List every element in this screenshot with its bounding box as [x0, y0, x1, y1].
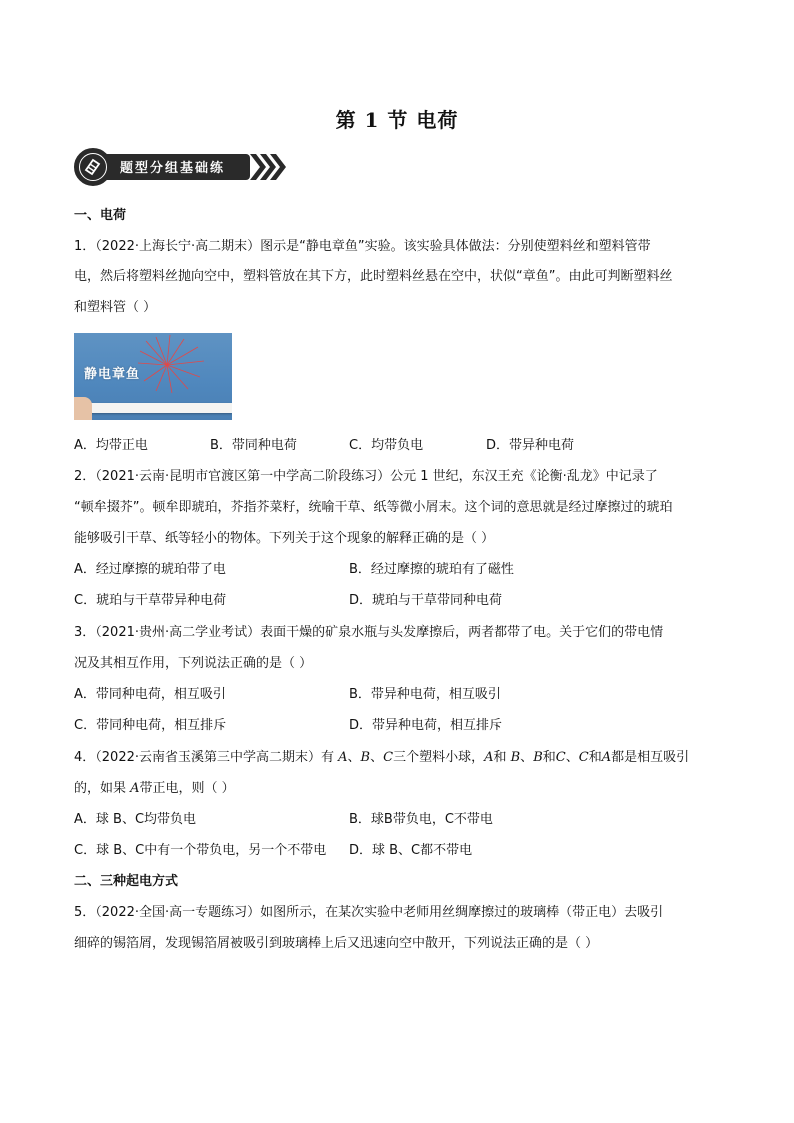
option-d[interactable]: D．带异种电荷，相互排斥: [349, 718, 503, 733]
option-c[interactable]: C．琥珀与干草带异种电荷: [74, 593, 227, 608]
option-b[interactable]: B．带异种电荷，相互吸引: [349, 687, 501, 702]
section-banner: [74, 148, 286, 186]
option-d[interactable]: D．球 B、C都不带电: [349, 843, 473, 858]
option-b[interactable]: B．带同种电荷: [210, 438, 297, 453]
question-2-line: 2．（2021·云南·昆明市官渡区第一中学高二阶段练习）公元 1 世纪，东汉王充《论衡·乱龙》中记录了: [74, 469, 658, 484]
option-a[interactable]: A．带同种电荷，相互吸引: [74, 687, 226, 702]
banner-badge: [74, 148, 112, 186]
question-4-stem: 都是相互吸引: [611, 750, 690, 765]
question-2-line: “顿牟掇芥”。顿牟即琥珀，芥指芥菜籽，统喻干草、纸等微小屑末。这个词的意思就是经过摩擦过的琥珀: [74, 500, 673, 515]
banner-label: 题型分组基础练: [120, 161, 226, 176]
question-4-stem: 4．（2022·云南省玉溪第三中学高二期末）有: [74, 750, 339, 765]
question-3-line: 况及其相互作用，下列说法正确的是（ ）: [74, 656, 313, 671]
option-b[interactable]: B．经过摩擦的琥珀有了磁性: [349, 562, 514, 577]
option-b[interactable]: B．球B带负电，C不带电: [349, 812, 493, 827]
option-c[interactable]: C．球 B、C中有一个带负电，另一个不带电: [74, 843, 327, 858]
experiment-photo: [74, 333, 232, 420]
photo-caption: 静电章鱼: [84, 367, 141, 382]
question-4-stem: 带正电，则（ ）: [139, 781, 235, 796]
page-title: 第 1 节 电荷: [335, 108, 459, 132]
section-heading: 二、三种起电方式: [74, 874, 179, 889]
question-4-line: 的，如果 A带正电，则（ ）: [74, 781, 235, 796]
option-d[interactable]: D．琥珀与干草带同种电荷: [349, 593, 503, 608]
question-1-line: 1．（2022·上海长宁·高二期末）图示是“静电章鱼”实验。该实验具体做法：分别使塑料丝和塑料管带: [74, 239, 651, 254]
question-1-line: 和塑料管（ ）: [74, 300, 157, 315]
question-3-line: 3．（2021·贵州·高二学业考试）表面干燥的矿泉水瓶与头发摩擦后，两者都带了电。关于它们的带电情: [74, 625, 664, 640]
section-heading: 一、电荷: [74, 208, 127, 223]
option-a[interactable]: A．均带正电: [74, 438, 148, 453]
question-5-line: 5．（2022·全国·高一专题练习）如图所示，在某次实验中老师用丝绸摩擦过的玻璃棒（带正电）去吸引: [74, 905, 664, 920]
option-d[interactable]: D．带异种电荷: [486, 438, 575, 453]
hand: [74, 397, 92, 420]
banner-badge-ring: [79, 153, 107, 181]
option-a[interactable]: A．经过摩擦的琥珀带了电: [74, 562, 226, 577]
plastic-tube: [74, 403, 232, 413]
question-4-line: 4．（2022·云南省玉溪第三中学高二期末）有 A、B、C三个塑料小球，A和 B、B和C、C和A都是相互吸引: [74, 750, 690, 765]
notebook-icon: [80, 154, 105, 179]
question-4-stem: 的，如果: [74, 781, 131, 796]
option-c[interactable]: C．带同种电荷，相互排斥: [74, 718, 227, 733]
question-5-line: 细碎的锡箔屑，发现锡箔屑被吸引到玻璃棒上后又迅速向空中散开，下列说法正确的是（ ）: [74, 936, 599, 951]
question-4-stem: 三个塑料小球，: [393, 750, 485, 765]
option-a[interactable]: A．球 B、C均带负电: [74, 812, 197, 827]
question-1-line: 电，然后将塑料丝抛向空中，塑料管放在其下方，此时塑料丝悬在空中，状似“章鱼”。由此可判断塑料丝: [74, 269, 673, 284]
banner-stripes-icon: [248, 154, 288, 180]
question-2-line: 能够吸引干草、纸等轻小的物体。下列关于这个现象的解释正确的是（ ）: [74, 531, 495, 546]
option-c[interactable]: C．均带负电: [349, 438, 424, 453]
